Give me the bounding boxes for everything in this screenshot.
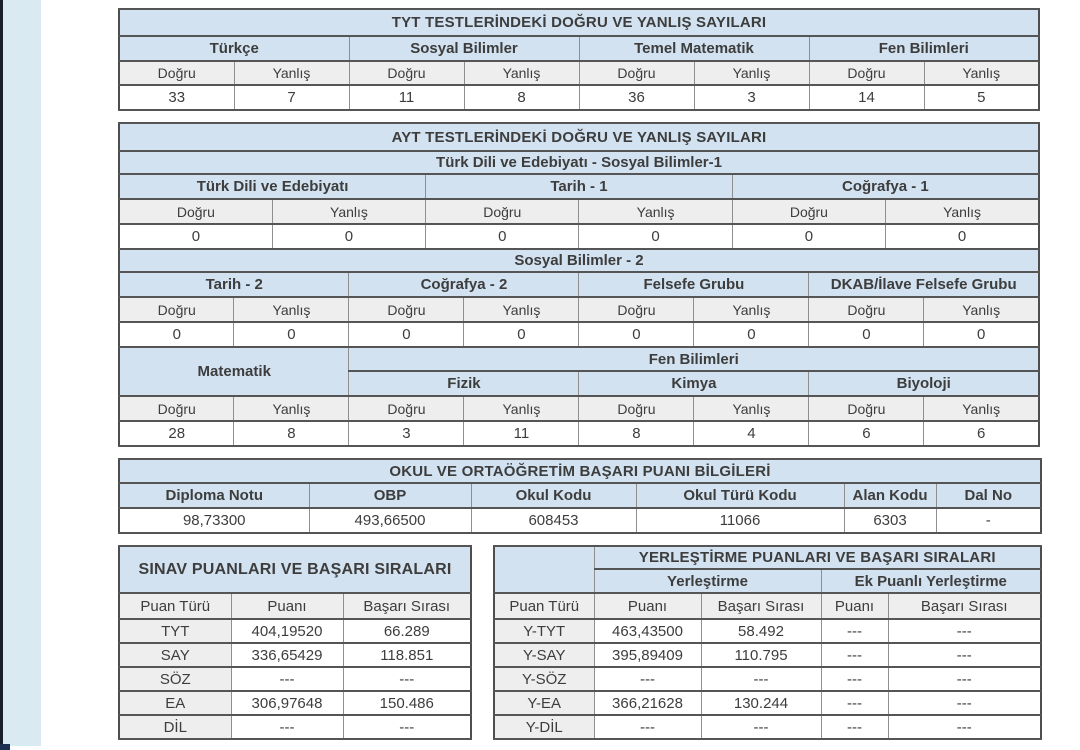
page-margin-stripe (3, 0, 41, 746)
okul-header-okul-turu: Okul Türü Kodu (636, 483, 844, 508)
tyt-group-sosyal: Sosyal Bilimler (349, 36, 579, 61)
ayt-s3-value: 8 (234, 421, 349, 446)
tyt-value: 7 (234, 85, 349, 110)
yanlis-label: Yanlış (234, 297, 349, 322)
yanlis-label: Yanlış (234, 61, 349, 85)
ayt-s3-value: 8 (579, 421, 694, 446)
ayt-group-fen: Fen Bilimleri (349, 347, 1039, 371)
ek-sira-cell: --- (888, 643, 1041, 667)
sira-cell: 118.851 (343, 643, 471, 667)
ek-puanli-group-header: Ek Puanlı Yerleştirme (821, 569, 1041, 593)
ayt-section2-title: Sosyal Bilimler - 2 (119, 249, 1039, 272)
okul-header-obp: OBP (309, 483, 471, 508)
dogru-label: Doğru (119, 297, 234, 322)
ayt-group-matematik: Matematik (119, 347, 349, 396)
dogru-label: Doğru (809, 297, 924, 322)
ayt-table-title: AYT TESTLERİNDEKİ DOĞRU VE YANLIŞ SAYILARI (119, 123, 1039, 151)
ayt-group-cografya1: Coğrafya - 1 (732, 174, 1039, 199)
tyt-value: 8 (464, 85, 579, 110)
okul-obp-table (118, 458, 1042, 534)
ek-sira-cell: --- (888, 619, 1041, 643)
ayt-group-felsefe: Felsefe Grubu (579, 272, 809, 297)
yanlis-label: Yanlış (924, 61, 1039, 85)
table-row (119, 643, 471, 667)
tyt-value: 36 (579, 85, 694, 110)
puan-cell: 306,97648 (231, 691, 343, 715)
ek-sira-cell: --- (888, 667, 1041, 691)
tyt-value: 11 (349, 85, 464, 110)
ek-puan-cell: --- (821, 715, 888, 739)
yanlis-label: Yanlış (579, 199, 732, 224)
ek-puan-cell: --- (821, 643, 888, 667)
yerlestirme-puanlari-table (493, 545, 1042, 740)
puan-cell: --- (594, 715, 701, 739)
okul-value-diploma: 98,73300 (119, 508, 309, 533)
ek-sira-cell: --- (888, 715, 1041, 739)
tyt-value: 5 (924, 85, 1039, 110)
sira-cell: 66.289 (343, 619, 471, 643)
ayt-s2-value: 0 (464, 322, 579, 347)
puan-turu-cell: DİL (119, 715, 231, 739)
ayt-s1-value: 0 (732, 224, 885, 249)
puan-turu-cell: Y-SÖZ (494, 667, 594, 691)
okul-value-dal-no: - (936, 508, 1041, 533)
ayt-s3-value: 6 (924, 421, 1039, 446)
dogru-label: Doğru (119, 396, 234, 421)
yanlis-label: Yanlış (464, 396, 579, 421)
tyt-table-title: TYT TESTLERİNDEKİ DOĞRU VE YANLIŞ SAYILARI (119, 9, 1039, 36)
ayt-s1-value: 0 (426, 224, 579, 249)
tyt-results-table (118, 8, 1040, 111)
table-row (494, 619, 1041, 643)
ayt-s3-value: 4 (694, 421, 809, 446)
ayt-group-cografya2: Coğrafya - 2 (349, 272, 579, 297)
tyt-value: 14 (809, 85, 924, 110)
sira-cell: 150.486 (343, 691, 471, 715)
table-row (494, 667, 1041, 691)
dogru-label: Doğru (426, 199, 579, 224)
ayt-section1-title: Türk Dili ve Edebiyatı - Sosyal Bilimler-1 (119, 151, 1039, 174)
yanlis-label: Yanlış (694, 297, 809, 322)
puan-turu-cell: Y-TYT (494, 619, 594, 643)
table-row (119, 715, 471, 739)
okul-value-obp: 493,66500 (309, 508, 471, 533)
tyt-group-matematik: Temel Matematik (579, 36, 809, 61)
ayt-group-biyoloji: Biyoloji (809, 371, 1039, 396)
ek-basari-sirasi-header: Başarı Sırası (888, 593, 1041, 619)
basari-sirasi-header: Başarı Sırası (343, 593, 471, 619)
yanlis-label: Yanlış (464, 61, 579, 85)
dogru-label: Doğru (809, 61, 924, 85)
okul-value-okul-kodu: 608453 (471, 508, 636, 533)
sira-cell: --- (701, 667, 821, 691)
dogru-label: Doğru (579, 61, 694, 85)
dogru-label: Doğru (349, 61, 464, 85)
yerlestirme-group-header: Yerleştirme (594, 569, 821, 593)
dogru-label: Doğru (349, 396, 464, 421)
puan-cell: --- (594, 667, 701, 691)
ayt-s1-value: 0 (272, 224, 425, 249)
yanlis-label: Yanlış (886, 199, 1039, 224)
okul-header-alan-kodu: Alan Kodu (844, 483, 936, 508)
yanlis-label: Yanlış (924, 396, 1039, 421)
puan-turu-cell: Y-DİL (494, 715, 594, 739)
yanlis-label: Yanlış (924, 297, 1039, 322)
puan-turu-cell: TYT (119, 619, 231, 643)
puan-cell: --- (231, 667, 343, 691)
ek-sira-cell: --- (888, 691, 1041, 715)
dogru-label: Doğru (579, 396, 694, 421)
sira-cell: --- (701, 715, 821, 739)
table-row (494, 691, 1041, 715)
yerlestirme-table-title: YERLEŞTİRME PUANLARI VE BAŞARI SIRALARI (594, 546, 1041, 569)
ayt-group-tde: Türk Dili ve Edebiyatı (119, 174, 426, 199)
puan-turu-cell: Y-SAY (494, 643, 594, 667)
sira-cell: 110.795 (701, 643, 821, 667)
corner-cell (494, 546, 594, 593)
tyt-group-turkce: Türkçe (119, 36, 349, 61)
ayt-group-tarih2: Tarih - 2 (119, 272, 349, 297)
ayt-group-tarih1: Tarih - 1 (426, 174, 733, 199)
okul-table-title: OKUL VE ORTAÖĞRETİM BAŞARI PUANI BİLGİLERİ (119, 459, 1041, 483)
ayt-s2-value: 0 (234, 322, 349, 347)
ek-puan-cell: --- (821, 667, 888, 691)
ayt-s2-value: 0 (579, 322, 694, 347)
table-row (494, 715, 1041, 739)
dogru-label: Doğru (119, 199, 272, 224)
ayt-s1-value: 0 (886, 224, 1039, 249)
okul-header-okul-kodu: Okul Kodu (471, 483, 636, 508)
puan-cell: --- (231, 715, 343, 739)
table-row (119, 619, 471, 643)
table-row (494, 643, 1041, 667)
dogru-label: Doğru (579, 297, 694, 322)
sira-cell: --- (343, 667, 471, 691)
table-row (119, 667, 471, 691)
dogru-label: Doğru (809, 396, 924, 421)
okul-value-okul-turu: 11066 (636, 508, 844, 533)
ayt-s3-value: 3 (349, 421, 464, 446)
puan-turu-cell: Y-EA (494, 691, 594, 715)
bottom-left-corner-block (0, 744, 10, 750)
ayt-s2-value: 0 (349, 322, 464, 347)
ayt-s3-value: 6 (809, 421, 924, 446)
dogru-label: Doğru (119, 61, 234, 85)
sinav-puanlari-table (118, 545, 472, 740)
ayt-results-table (118, 122, 1040, 447)
basari-sirasi-header: Başarı Sırası (701, 593, 821, 619)
sinav-table-title: SINAV PUANLARI VE BAŞARI SIRALARI (119, 546, 471, 593)
dogru-label: Doğru (349, 297, 464, 322)
puan-turu-cell: EA (119, 691, 231, 715)
puan-turu-header: Puan Türü (494, 593, 594, 619)
ek-puan-cell: --- (821, 691, 888, 715)
yanlis-label: Yanlış (694, 396, 809, 421)
ayt-s3-value: 11 (464, 421, 579, 446)
ayt-s2-value: 0 (694, 322, 809, 347)
okul-value-alan-kodu: 6303 (844, 508, 936, 533)
yanlis-label: Yanlış (694, 61, 809, 85)
puan-cell: 404,19520 (231, 619, 343, 643)
ayt-s2-value: 0 (809, 322, 924, 347)
ek-puani-header: Puanı (821, 593, 888, 619)
puan-turu-cell: SAY (119, 643, 231, 667)
okul-header-diploma: Diploma Notu (119, 483, 309, 508)
ayt-group-fizik: Fizik (349, 371, 579, 396)
ayt-s1-value: 0 (579, 224, 732, 249)
table-row (119, 691, 471, 715)
sira-cell: 58.492 (701, 619, 821, 643)
puan-cell: 395,89409 (594, 643, 701, 667)
sira-cell: --- (343, 715, 471, 739)
ayt-s3-value: 28 (119, 421, 234, 446)
puan-cell: 336,65429 (231, 643, 343, 667)
dogru-label: Doğru (732, 199, 885, 224)
ek-puan-cell: --- (821, 619, 888, 643)
tyt-value: 33 (119, 85, 234, 110)
puan-cell: 463,43500 (594, 619, 701, 643)
tyt-value: 3 (694, 85, 809, 110)
ayt-group-dkab: DKAB/İlave Felsefe Grubu (809, 272, 1039, 297)
yanlis-label: Yanlış (272, 199, 425, 224)
puan-cell: 366,21628 (594, 691, 701, 715)
puani-header: Puanı (231, 593, 343, 619)
ayt-s1-value: 0 (119, 224, 272, 249)
puan-turu-header: Puan Türü (119, 593, 231, 619)
yanlis-label: Yanlış (234, 396, 349, 421)
ayt-group-kimya: Kimya (579, 371, 809, 396)
puani-header: Puanı (594, 593, 701, 619)
ayt-s2-value: 0 (924, 322, 1039, 347)
sira-cell: 130.244 (701, 691, 821, 715)
okul-header-dal-no: Dal No (936, 483, 1041, 508)
yanlis-label: Yanlış (464, 297, 579, 322)
tyt-group-fen: Fen Bilimleri (809, 36, 1039, 61)
puan-turu-cell: SÖZ (119, 667, 231, 691)
ayt-s2-value: 0 (119, 322, 234, 347)
